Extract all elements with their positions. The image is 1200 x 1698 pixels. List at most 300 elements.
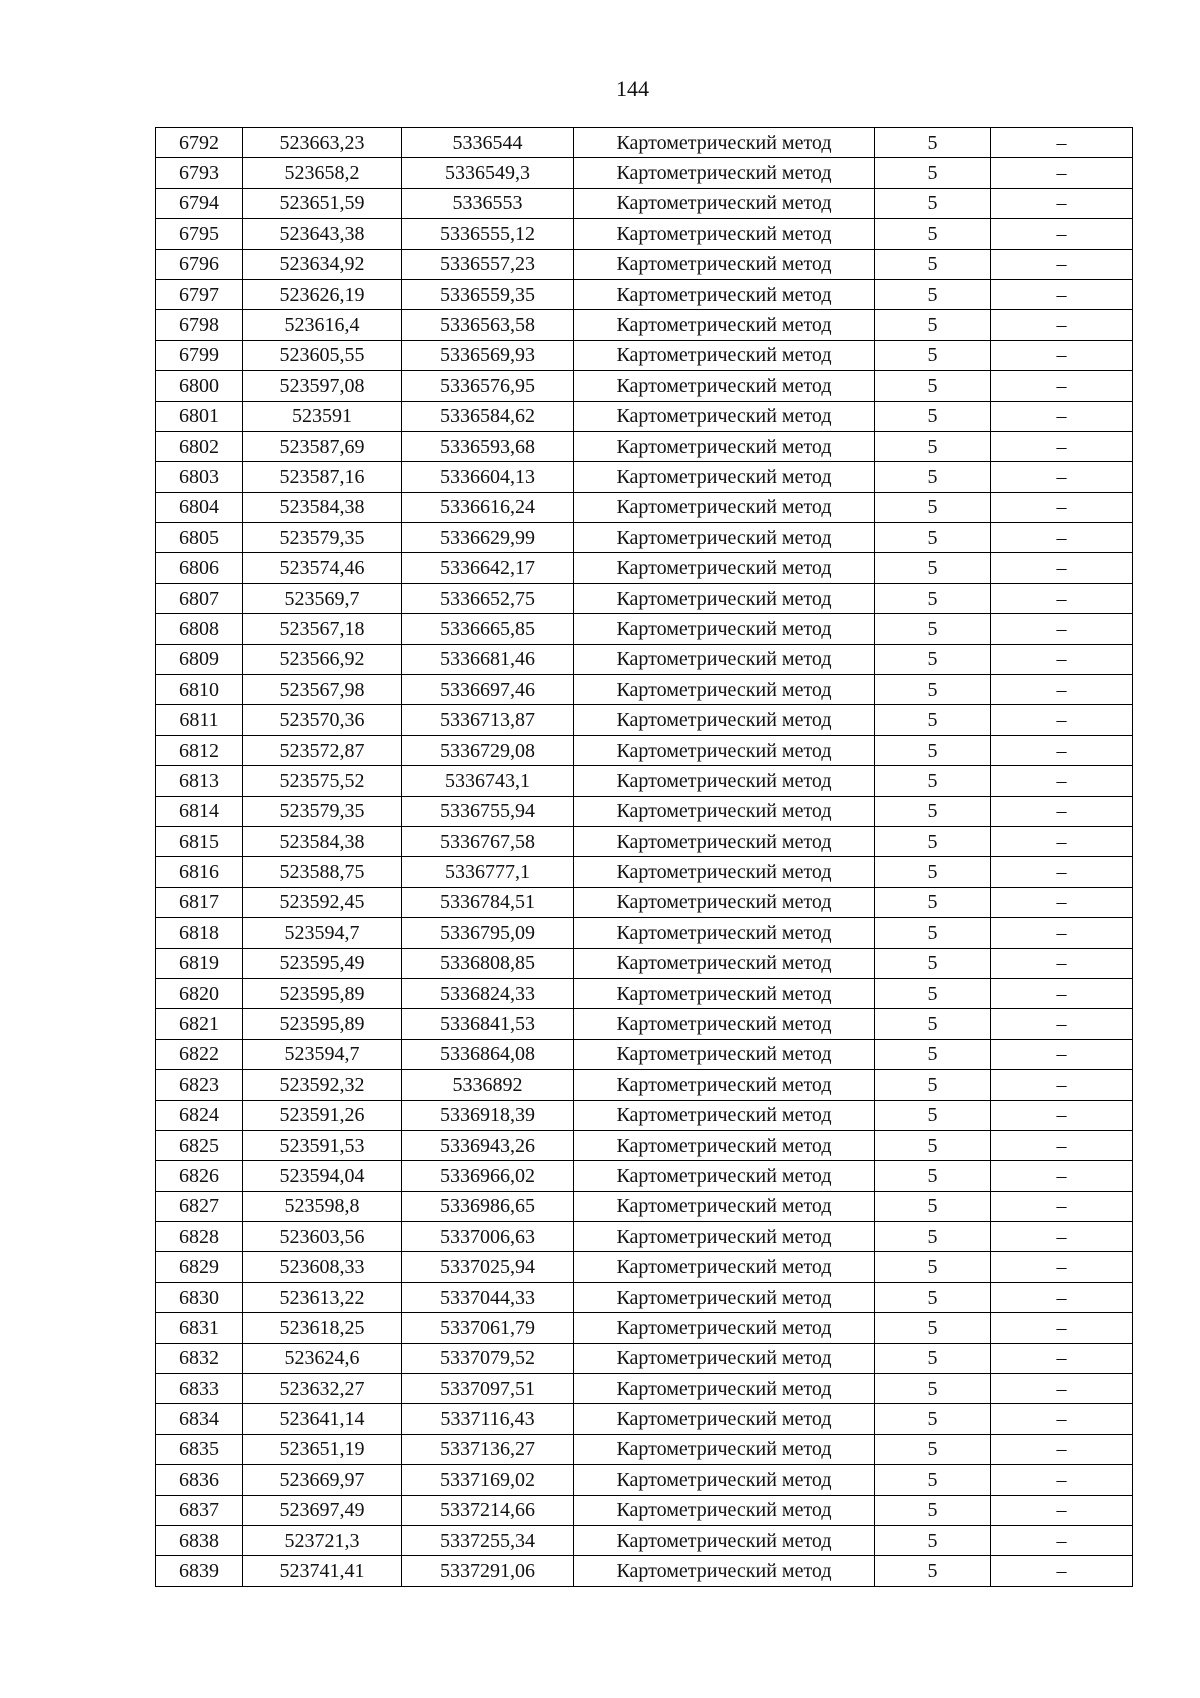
point-number-cell: 6810 — [156, 675, 243, 705]
table-row — [156, 1039, 1133, 1069]
table-row — [156, 1161, 1133, 1191]
y-coordinate-cell: 5336559,35 — [402, 279, 574, 309]
accuracy-cell: 5 — [875, 948, 991, 978]
description-cell: – — [991, 401, 1133, 431]
description-cell: – — [991, 1009, 1133, 1039]
accuracy-cell: 5 — [875, 188, 991, 218]
coordinates-table — [155, 127, 1133, 1587]
y-coordinate-cell: 5337116,43 — [402, 1404, 574, 1434]
accuracy-cell: 5 — [875, 1374, 991, 1404]
y-coordinate-cell: 5337006,63 — [402, 1222, 574, 1252]
accuracy-cell: 5 — [875, 583, 991, 613]
y-coordinate-cell: 5336713,87 — [402, 705, 574, 735]
y-coordinate-cell: 5336555,12 — [402, 219, 574, 249]
point-number-cell: 6793 — [156, 158, 243, 188]
accuracy-cell: 5 — [875, 431, 991, 461]
y-coordinate-cell: 5336604,13 — [402, 462, 574, 492]
description-cell: – — [991, 1434, 1133, 1464]
method-cell: Картометрический метод — [574, 766, 875, 796]
point-number-cell: 6798 — [156, 310, 243, 340]
x-coordinate-cell: 523624,6 — [243, 1343, 402, 1373]
point-number-cell: 6803 — [156, 462, 243, 492]
description-cell: – — [991, 735, 1133, 765]
x-coordinate-cell: 523605,55 — [243, 340, 402, 370]
method-cell: Картометрический метод — [574, 188, 875, 218]
point-number-cell: 6835 — [156, 1434, 243, 1464]
x-coordinate-cell: 523658,2 — [243, 158, 402, 188]
y-coordinate-cell: 5337169,02 — [402, 1465, 574, 1495]
y-coordinate-cell: 5336629,99 — [402, 523, 574, 553]
table-row — [156, 978, 1133, 1008]
point-number-cell: 6809 — [156, 644, 243, 674]
accuracy-cell: 5 — [875, 644, 991, 674]
table-row — [156, 1525, 1133, 1555]
y-coordinate-cell: 5336755,94 — [402, 796, 574, 826]
point-number-cell: 6827 — [156, 1191, 243, 1221]
x-coordinate-cell: 523595,89 — [243, 978, 402, 1008]
method-cell: Картометрический метод — [574, 1009, 875, 1039]
description-cell: – — [991, 1525, 1133, 1555]
accuracy-cell: 5 — [875, 1130, 991, 1160]
accuracy-cell: 5 — [875, 796, 991, 826]
method-cell: Картометрический метод — [574, 1495, 875, 1525]
x-coordinate-cell: 523592,45 — [243, 887, 402, 917]
x-coordinate-cell: 523721,3 — [243, 1525, 402, 1555]
table-row — [156, 614, 1133, 644]
x-coordinate-cell: 523587,69 — [243, 431, 402, 461]
table-row — [156, 1222, 1133, 1252]
x-coordinate-cell: 523575,52 — [243, 766, 402, 796]
point-number-cell: 6825 — [156, 1130, 243, 1160]
accuracy-cell: 5 — [875, 401, 991, 431]
x-coordinate-cell: 523634,92 — [243, 249, 402, 279]
method-cell: Картометрический метод — [574, 523, 875, 553]
table-row — [156, 340, 1133, 370]
accuracy-cell: 5 — [875, 1039, 991, 1069]
table-row — [156, 371, 1133, 401]
accuracy-cell: 5 — [875, 1525, 991, 1555]
accuracy-cell: 5 — [875, 523, 991, 553]
y-coordinate-cell: 5336665,85 — [402, 614, 574, 644]
x-coordinate-cell: 523572,87 — [243, 735, 402, 765]
x-coordinate-cell: 523598,8 — [243, 1191, 402, 1221]
point-number-cell: 6792 — [156, 128, 243, 158]
method-cell: Картометрический метод — [574, 128, 875, 158]
table-row — [156, 1465, 1133, 1495]
x-coordinate-cell: 523697,49 — [243, 1495, 402, 1525]
y-coordinate-cell: 5336841,53 — [402, 1009, 574, 1039]
method-cell: Картометрический метод — [574, 249, 875, 279]
point-number-cell: 6830 — [156, 1282, 243, 1312]
x-coordinate-cell: 523570,36 — [243, 705, 402, 735]
description-cell: – — [991, 158, 1133, 188]
accuracy-cell: 5 — [875, 1404, 991, 1434]
x-coordinate-cell: 523651,59 — [243, 188, 402, 218]
x-coordinate-cell: 523584,38 — [243, 826, 402, 856]
description-cell: – — [991, 1465, 1133, 1495]
y-coordinate-cell: 5336986,65 — [402, 1191, 574, 1221]
description-cell: – — [991, 796, 1133, 826]
method-cell: Картометрический метод — [574, 978, 875, 1008]
y-coordinate-cell: 5337061,79 — [402, 1313, 574, 1343]
table-row — [156, 1404, 1133, 1434]
y-coordinate-cell: 5336966,02 — [402, 1161, 574, 1191]
table-row — [156, 249, 1133, 279]
description-cell: – — [991, 128, 1133, 158]
y-coordinate-cell: 5336569,93 — [402, 340, 574, 370]
table-row — [156, 1374, 1133, 1404]
x-coordinate-cell: 523741,41 — [243, 1556, 402, 1586]
y-coordinate-cell: 5336808,85 — [402, 948, 574, 978]
point-number-cell: 6826 — [156, 1161, 243, 1191]
description-cell: – — [991, 675, 1133, 705]
description-cell: – — [991, 1556, 1133, 1586]
coordinates-table-body — [156, 128, 1133, 1587]
method-cell: Картометрический метод — [574, 583, 875, 613]
accuracy-cell: 5 — [875, 1222, 991, 1252]
description-cell: – — [991, 1039, 1133, 1069]
description-cell: – — [991, 371, 1133, 401]
accuracy-cell: 5 — [875, 1465, 991, 1495]
method-cell: Картометрический метод — [574, 675, 875, 705]
y-coordinate-cell: 5336824,33 — [402, 978, 574, 1008]
point-number-cell: 6796 — [156, 249, 243, 279]
description-cell: – — [991, 523, 1133, 553]
x-coordinate-cell: 523603,56 — [243, 1222, 402, 1252]
x-coordinate-cell: 523643,38 — [243, 219, 402, 249]
point-number-cell: 6811 — [156, 705, 243, 735]
y-coordinate-cell: 5336549,3 — [402, 158, 574, 188]
y-coordinate-cell: 5336777,1 — [402, 857, 574, 887]
y-coordinate-cell: 5336918,39 — [402, 1100, 574, 1130]
accuracy-cell: 5 — [875, 1495, 991, 1525]
accuracy-cell: 5 — [875, 1282, 991, 1312]
method-cell: Картометрический метод — [574, 1465, 875, 1495]
description-cell: – — [991, 1130, 1133, 1160]
description-cell: – — [991, 1100, 1133, 1130]
point-number-cell: 6839 — [156, 1556, 243, 1586]
point-number-cell: 6821 — [156, 1009, 243, 1039]
table-row — [156, 1343, 1133, 1373]
method-cell: Картометрический метод — [574, 492, 875, 522]
description-cell: – — [991, 583, 1133, 613]
table-row — [156, 1282, 1133, 1312]
y-coordinate-cell: 5337044,33 — [402, 1282, 574, 1312]
description-cell: – — [991, 948, 1133, 978]
method-cell: Картометрический метод — [574, 1070, 875, 1100]
y-coordinate-cell: 5336563,58 — [402, 310, 574, 340]
table-row — [156, 431, 1133, 461]
description-cell: – — [991, 1070, 1133, 1100]
y-coordinate-cell: 5336729,08 — [402, 735, 574, 765]
accuracy-cell: 5 — [875, 462, 991, 492]
x-coordinate-cell: 523651,19 — [243, 1434, 402, 1464]
method-cell: Картометрический метод — [574, 796, 875, 826]
description-cell: – — [991, 431, 1133, 461]
method-cell: Картометрический метод — [574, 1404, 875, 1434]
description-cell: – — [991, 857, 1133, 887]
accuracy-cell: 5 — [875, 826, 991, 856]
method-cell: Картометрический метод — [574, 1039, 875, 1069]
method-cell: Картометрический метод — [574, 310, 875, 340]
table-row — [156, 1100, 1133, 1130]
method-cell: Картометрический метод — [574, 1282, 875, 1312]
accuracy-cell: 5 — [875, 1252, 991, 1282]
description-cell: – — [991, 553, 1133, 583]
table-row — [156, 310, 1133, 340]
x-coordinate-cell: 523591 — [243, 401, 402, 431]
y-coordinate-cell: 5337136,27 — [402, 1434, 574, 1464]
accuracy-cell: 5 — [875, 371, 991, 401]
y-coordinate-cell: 5336557,23 — [402, 249, 574, 279]
accuracy-cell: 5 — [875, 310, 991, 340]
accuracy-cell: 5 — [875, 978, 991, 1008]
point-number-cell: 6832 — [156, 1343, 243, 1373]
table-row — [156, 1191, 1133, 1221]
table-row — [156, 1313, 1133, 1343]
accuracy-cell: 5 — [875, 887, 991, 917]
table-row — [156, 158, 1133, 188]
x-coordinate-cell: 523594,7 — [243, 1039, 402, 1069]
y-coordinate-cell: 5336616,24 — [402, 492, 574, 522]
accuracy-cell: 5 — [875, 766, 991, 796]
method-cell: Картометрический метод — [574, 1161, 875, 1191]
description-cell: – — [991, 249, 1133, 279]
point-number-cell: 6812 — [156, 735, 243, 765]
x-coordinate-cell: 523632,27 — [243, 1374, 402, 1404]
table-row — [156, 462, 1133, 492]
x-coordinate-cell: 523567,18 — [243, 614, 402, 644]
accuracy-cell: 5 — [875, 492, 991, 522]
description-cell: – — [991, 462, 1133, 492]
y-coordinate-cell: 5336584,62 — [402, 401, 574, 431]
point-number-cell: 6817 — [156, 887, 243, 917]
description-cell: – — [991, 614, 1133, 644]
x-coordinate-cell: 523663,23 — [243, 128, 402, 158]
method-cell: Картометрический метод — [574, 371, 875, 401]
table-row — [156, 766, 1133, 796]
x-coordinate-cell: 523616,4 — [243, 310, 402, 340]
method-cell: Картометрический метод — [574, 1343, 875, 1373]
point-number-cell: 6822 — [156, 1039, 243, 1069]
accuracy-cell: 5 — [875, 614, 991, 644]
description-cell: – — [991, 492, 1133, 522]
accuracy-cell: 5 — [875, 1161, 991, 1191]
description-cell: – — [991, 1313, 1133, 1343]
method-cell: Картометрический метод — [574, 219, 875, 249]
table-row — [156, 705, 1133, 735]
point-number-cell: 6797 — [156, 279, 243, 309]
y-coordinate-cell: 5336795,09 — [402, 918, 574, 948]
point-number-cell: 6818 — [156, 918, 243, 948]
method-cell: Картометрический метод — [574, 279, 875, 309]
y-coordinate-cell: 5337025,94 — [402, 1252, 574, 1282]
method-cell: Картометрический метод — [574, 340, 875, 370]
point-number-cell: 6813 — [156, 766, 243, 796]
point-number-cell: 6837 — [156, 1495, 243, 1525]
point-number-cell: 6829 — [156, 1252, 243, 1282]
page-number: 144 — [616, 76, 649, 101]
table-row — [156, 857, 1133, 887]
table-row — [156, 128, 1133, 158]
accuracy-cell: 5 — [875, 735, 991, 765]
y-coordinate-cell: 5336681,46 — [402, 644, 574, 674]
y-coordinate-cell: 5337255,34 — [402, 1525, 574, 1555]
description-cell: – — [991, 978, 1133, 1008]
point-number-cell: 6820 — [156, 978, 243, 1008]
method-cell: Картометрический метод — [574, 948, 875, 978]
accuracy-cell: 5 — [875, 705, 991, 735]
table-row — [156, 1495, 1133, 1525]
x-coordinate-cell: 523626,19 — [243, 279, 402, 309]
method-cell: Картометрический метод — [574, 857, 875, 887]
y-coordinate-cell: 5337214,66 — [402, 1495, 574, 1525]
y-coordinate-cell: 5336743,1 — [402, 766, 574, 796]
x-coordinate-cell: 523592,32 — [243, 1070, 402, 1100]
description-cell: – — [991, 310, 1133, 340]
method-cell: Картометрический метод — [574, 1313, 875, 1343]
point-number-cell: 6806 — [156, 553, 243, 583]
x-coordinate-cell: 523584,38 — [243, 492, 402, 522]
x-coordinate-cell: 523608,33 — [243, 1252, 402, 1282]
x-coordinate-cell: 523595,89 — [243, 1009, 402, 1039]
x-coordinate-cell: 523591,53 — [243, 1130, 402, 1160]
method-cell: Картометрический метод — [574, 1556, 875, 1586]
table-row — [156, 553, 1133, 583]
point-number-cell: 6804 — [156, 492, 243, 522]
method-cell: Картометрический метод — [574, 918, 875, 948]
y-coordinate-cell: 5337291,06 — [402, 1556, 574, 1586]
x-coordinate-cell: 523594,04 — [243, 1161, 402, 1191]
point-number-cell: 6834 — [156, 1404, 243, 1434]
y-coordinate-cell: 5336576,95 — [402, 371, 574, 401]
y-coordinate-cell: 5336864,08 — [402, 1039, 574, 1069]
description-cell: – — [991, 279, 1133, 309]
method-cell: Картометрический метод — [574, 1434, 875, 1464]
table-row — [156, 492, 1133, 522]
description-cell: – — [991, 918, 1133, 948]
x-coordinate-cell: 523594,7 — [243, 918, 402, 948]
method-cell: Картометрический метод — [574, 1252, 875, 1282]
point-number-cell: 6833 — [156, 1374, 243, 1404]
x-coordinate-cell: 523574,46 — [243, 553, 402, 583]
table-row — [156, 796, 1133, 826]
table-row — [156, 675, 1133, 705]
point-number-cell: 6836 — [156, 1465, 243, 1495]
x-coordinate-cell: 523579,35 — [243, 796, 402, 826]
accuracy-cell: 5 — [875, 1009, 991, 1039]
method-cell: Картометрический метод — [574, 887, 875, 917]
description-cell: – — [991, 1374, 1133, 1404]
x-coordinate-cell: 523669,97 — [243, 1465, 402, 1495]
method-cell: Картометрический метод — [574, 644, 875, 674]
accuracy-cell: 5 — [875, 1191, 991, 1221]
method-cell: Картометрический метод — [574, 431, 875, 461]
description-cell: – — [991, 1252, 1133, 1282]
accuracy-cell: 5 — [875, 1343, 991, 1373]
description-cell: – — [991, 1282, 1133, 1312]
method-cell: Картометрический метод — [574, 462, 875, 492]
point-number-cell: 6814 — [156, 796, 243, 826]
table-row — [156, 735, 1133, 765]
point-number-cell: 6800 — [156, 371, 243, 401]
point-number-cell: 6802 — [156, 431, 243, 461]
method-cell: Картометрический метод — [574, 826, 875, 856]
accuracy-cell: 5 — [875, 918, 991, 948]
method-cell: Картометрический метод — [574, 1222, 875, 1252]
y-coordinate-cell: 5336642,17 — [402, 553, 574, 583]
table-row — [156, 279, 1133, 309]
description-cell: – — [991, 219, 1133, 249]
method-cell: Картометрический метод — [574, 401, 875, 431]
y-coordinate-cell: 5336767,58 — [402, 826, 574, 856]
x-coordinate-cell: 523588,75 — [243, 857, 402, 887]
table-row — [156, 1130, 1133, 1160]
description-cell: – — [991, 1495, 1133, 1525]
point-number-cell: 6805 — [156, 523, 243, 553]
accuracy-cell: 5 — [875, 553, 991, 583]
accuracy-cell: 5 — [875, 675, 991, 705]
description-cell: – — [991, 340, 1133, 370]
x-coordinate-cell: 523641,14 — [243, 1404, 402, 1434]
point-number-cell: 6828 — [156, 1222, 243, 1252]
table-row — [156, 523, 1133, 553]
description-cell: – — [991, 1343, 1133, 1373]
method-cell: Картометрический метод — [574, 158, 875, 188]
table-row — [156, 1070, 1133, 1100]
description-cell: – — [991, 705, 1133, 735]
x-coordinate-cell: 523595,49 — [243, 948, 402, 978]
table-row — [156, 1556, 1133, 1586]
table-row — [156, 583, 1133, 613]
method-cell: Картометрический метод — [574, 1130, 875, 1160]
x-coordinate-cell: 523618,25 — [243, 1313, 402, 1343]
table-row — [156, 887, 1133, 917]
point-number-cell: 6807 — [156, 583, 243, 613]
description-cell: – — [991, 766, 1133, 796]
table-row — [156, 644, 1133, 674]
accuracy-cell: 5 — [875, 1313, 991, 1343]
accuracy-cell: 5 — [875, 1434, 991, 1464]
accuracy-cell: 5 — [875, 279, 991, 309]
accuracy-cell: 5 — [875, 219, 991, 249]
point-number-cell: 6819 — [156, 948, 243, 978]
point-number-cell: 6831 — [156, 1313, 243, 1343]
x-coordinate-cell: 523579,35 — [243, 523, 402, 553]
point-number-cell: 6816 — [156, 857, 243, 887]
point-number-cell: 6794 — [156, 188, 243, 218]
y-coordinate-cell: 5336553 — [402, 188, 574, 218]
accuracy-cell: 5 — [875, 158, 991, 188]
x-coordinate-cell: 523569,7 — [243, 583, 402, 613]
method-cell: Картометрический метод — [574, 1191, 875, 1221]
table-row — [156, 948, 1133, 978]
table-row — [156, 1252, 1133, 1282]
table-row — [156, 1434, 1133, 1464]
y-coordinate-cell: 5336943,26 — [402, 1130, 574, 1160]
point-number-cell: 6795 — [156, 219, 243, 249]
table-row — [156, 219, 1133, 249]
description-cell: – — [991, 826, 1133, 856]
method-cell: Картометрический метод — [574, 1525, 875, 1555]
y-coordinate-cell: 5336593,68 — [402, 431, 574, 461]
method-cell: Картометрический метод — [574, 705, 875, 735]
point-number-cell: 6815 — [156, 826, 243, 856]
accuracy-cell: 5 — [875, 340, 991, 370]
accuracy-cell: 5 — [875, 249, 991, 279]
description-cell: – — [991, 887, 1133, 917]
table-row — [156, 188, 1133, 218]
